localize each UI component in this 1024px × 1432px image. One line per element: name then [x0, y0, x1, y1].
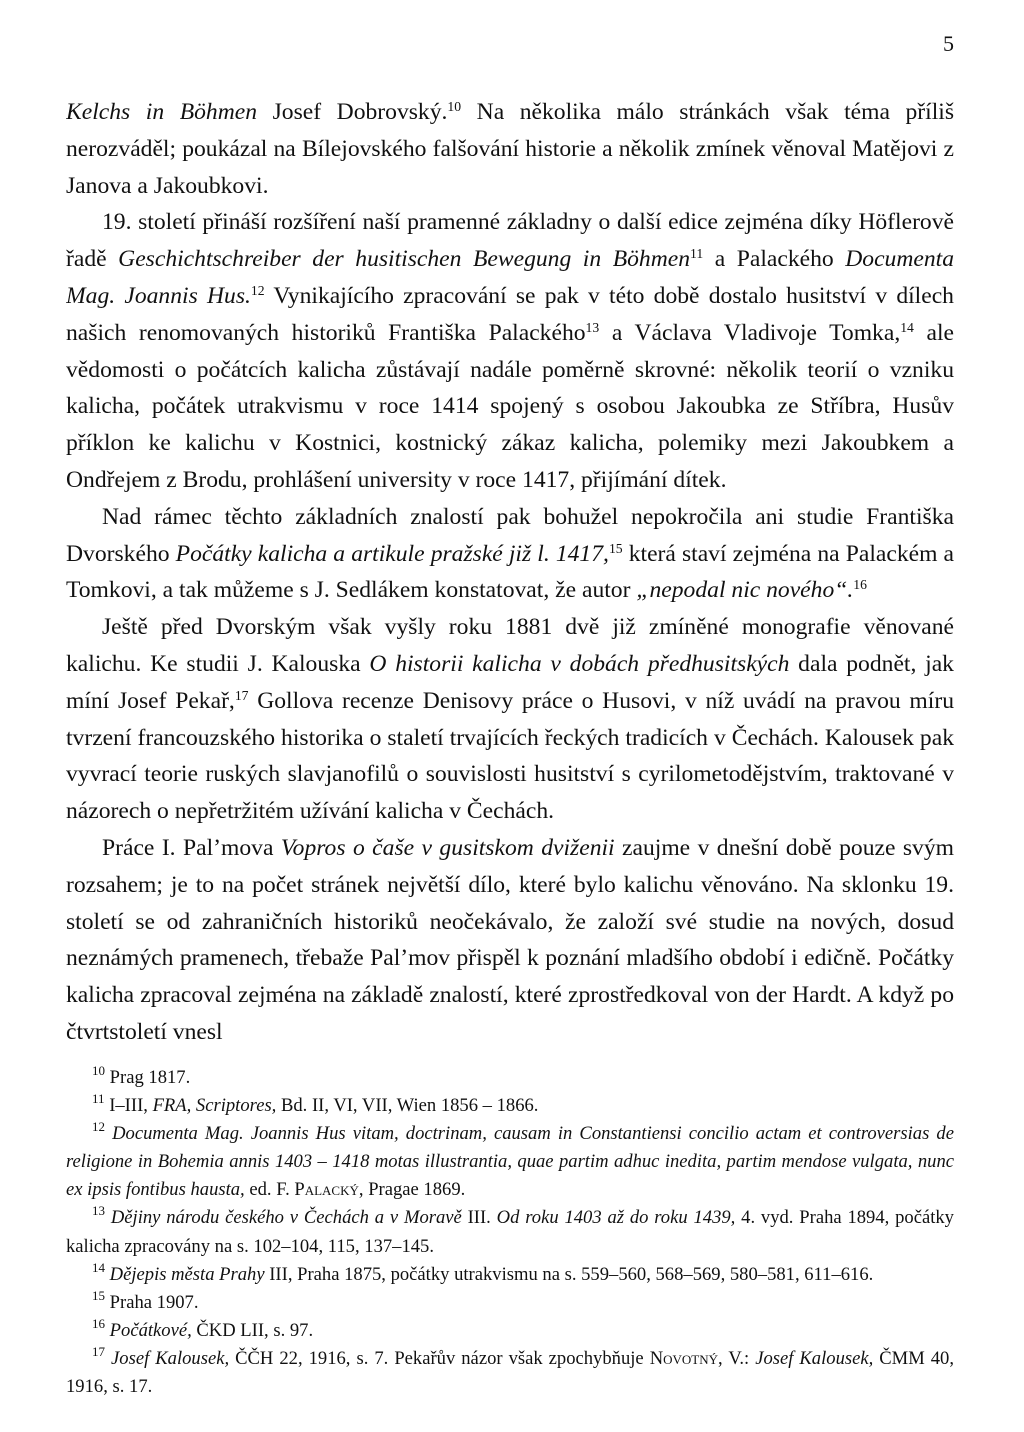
- footnote-number: 11: [92, 1091, 105, 1107]
- text-run: III.: [461, 1207, 497, 1229]
- footnote: [66, 1120, 954, 1204]
- footnotes: [66, 1064, 954, 1401]
- text-run: Vynikajícího zpracování se pak v této době dostalo husitství v dílech našich renomovaných historiků Františka Palackého: [66, 282, 954, 346]
- text-run: zaujme v dnešní době pouze svým rozsahem; je to na počet stránek největší dílo, které bylo kalichu věnováno. Na sklonku 19. století se od zahraničních historiků neočekávalo, že založí své studie na nových, dosud neznámých pramenech, třebaže Pal’mov přispěl k poznání mladšího období i edičně. Počátky kalicha zpracoval zejména na základě znalostí, které zprostředkoval von der Hardt. A když po čtvrtstoletí vnesl: [66, 834, 954, 1045]
- paragraph: [66, 499, 954, 609]
- text-run: I–III,: [104, 1095, 153, 1117]
- document-page: [66, 24, 954, 1414]
- footnote-ref: 16: [853, 577, 867, 593]
- body-text: [66, 94, 954, 1051]
- footnote-ref: 15: [608, 540, 623, 556]
- footnote-ref: 14: [900, 319, 914, 335]
- text-run: Na několika málo stránkách však téma příliš nerozváděl; poukázal na Bílejovského falšování historie a několik zmínek věnoval Matějovi z Janova a Jakoubkovi.: [66, 99, 954, 199]
- italic-run: Kelchs in Böhmen: [66, 99, 258, 125]
- footnote-number: 14: [92, 1259, 106, 1275]
- smallcaps-run: Novotný: [649, 1347, 718, 1369]
- footnote-number: 17: [92, 1344, 106, 1360]
- text-run: a Václava Vladivoje Tomka,: [599, 319, 901, 346]
- text-run: dala podnět, jak míní Josef Pekař,: [66, 650, 954, 714]
- text-run: ČČH 22, 1916, s. 7. Pekařův názor však zpochybňuje: [229, 1347, 650, 1369]
- footnote-ref: 17: [234, 687, 249, 703]
- footnote-number: 16: [92, 1316, 106, 1332]
- italic-run: Josef Kalousek,: [111, 1347, 230, 1369]
- italic-run: O historii kalicha v dobách předhusitských: [369, 650, 790, 677]
- italic-run: „nepodal nic nového“.: [636, 577, 854, 604]
- text-run: Práce I. Pal’mova: [102, 834, 281, 861]
- paragraph: [66, 830, 954, 1051]
- italic-run: Vopros o čaše v gusitskom dviženii: [280, 834, 615, 861]
- italic-run: Documenta Mag. Joannis Hus vitam, doctrinam, causam in Constantiensi concilio actam et controversias de religione in Bohemia annis 1403 – 1418 motas illustrantia, quae partim adhuc inedita, partim mendose vulgata, nunc ex ipsis fontibus hausta,: [66, 1123, 954, 1201]
- italic-run: Počátkové,: [109, 1319, 192, 1341]
- footnote-ref: 11: [690, 245, 704, 261]
- text-run: Nad rámec těchto základních znalostí pak bohužel nepokročila ani studie Františka Dvorského: [66, 503, 954, 567]
- italic-run: Geschichtschreiber der husitischen Bewegung in Böhmen: [118, 246, 691, 273]
- text-run: která staví zejména na Palackém a Tomkovi, a tak můžeme s J. Sedlákem konstatovat, že autor: [66, 540, 954, 604]
- paragraph: [66, 609, 954, 830]
- italic-run: Počátky kalicha a artikule pražské již l. 1417,: [175, 540, 609, 567]
- text-run: , V.:: [718, 1347, 756, 1369]
- text-run: Prag 1817.: [105, 1067, 191, 1088]
- text-run: Josef Dobrovský.: [257, 99, 448, 125]
- footnote-number: 12: [92, 1119, 106, 1135]
- footnote-number: 15: [92, 1287, 106, 1303]
- text-run: ČKD LII, s. 97.: [191, 1319, 314, 1341]
- italic-run: Josef Kalousek,: [755, 1347, 874, 1369]
- text-run: a Palackého: [703, 246, 846, 273]
- page-number: 5: [943, 31, 954, 56]
- footnote: [66, 1064, 954, 1092]
- paragraph: [66, 204, 954, 498]
- text-run: 4. vyd. Praha 1894, počátky kalicha zpracovány na s. 102–104, 115, 137–145.: [66, 1207, 954, 1257]
- text-run: Bd. II, VI, VII, Wien 1856 – 1866.: [276, 1095, 539, 1117]
- footnote: [66, 1345, 954, 1401]
- footnote: [66, 1261, 954, 1289]
- footnote-ref: 12: [250, 282, 265, 298]
- italic-run: Dějiny národu českého v Čechách a v Moravě: [110, 1207, 462, 1229]
- footnote-ref: 13: [585, 319, 600, 335]
- italic-run: Documenta Mag. Joannis Hus.: [66, 246, 954, 309]
- text-run: ČMM 40, 1916, s. 17.: [66, 1347, 954, 1398]
- text-run: Praha 1907.: [105, 1291, 199, 1313]
- paragraph: [66, 94, 954, 204]
- footnote: [66, 1289, 954, 1317]
- text-run: ed. F.: [244, 1179, 295, 1201]
- footnote-ref: 10: [447, 98, 462, 114]
- footnote-number: 13: [92, 1203, 106, 1219]
- footnote-number: 10: [92, 1063, 106, 1079]
- italic-run: Od roku 1403 až do roku 1439,: [496, 1207, 736, 1229]
- italic-run: FRA, Scriptores,: [152, 1095, 277, 1117]
- text-run: ale vědomosti o počátcích kalicha zůstávají nadále poměrně skrovné: několik teorií o vzniku kalicha, počátek utrakvismu v roce 1414 spojený s osobou Jakoubka ze Stříbra, Husův příklon ke kalichu v Kostnici, kostnický zákaz kalicha, polemiky mezi Jakoubkem a Ondřejem z Brodu, prohlášení university v roce 1417, přijímání dítek.: [66, 319, 954, 493]
- italic-run: Dějepis města Prahy: [109, 1263, 265, 1285]
- footnote: [66, 1317, 954, 1345]
- footnote: [66, 1204, 954, 1260]
- text-run: Ještě před Dvorským však vyšly roku 1881 dvě již zmíněné monografie věnované kalichu. Ke studii J. Kalouska: [66, 614, 954, 677]
- text-run: , Pragae 1869.: [358, 1179, 466, 1201]
- text-run: III, Praha 1875, počátky utrakvismu na s. 559–560, 568–569, 580–581, 611–616.: [264, 1263, 874, 1285]
- smallcaps-run: Palacký: [294, 1179, 359, 1201]
- text-run: Gollova recenze Denisovy práce o Husovi, v níž uvádí na pravou míru tvrzení francouzského historika o staletí trvajících řeckých tradicích v Čechách. Kalousek pak vyvrací teorie ruských slavjanofilů o souvislosti husitství s cyrilometodějstvím, traktované v názorech o nepřetržitém užívání kalicha v Čechách.: [66, 687, 954, 825]
- footnote: [66, 1092, 954, 1120]
- text-run: 19. století přináší rozšíření naší pramenné základny o další edice zejména díky Höflerově řadě: [66, 209, 954, 273]
